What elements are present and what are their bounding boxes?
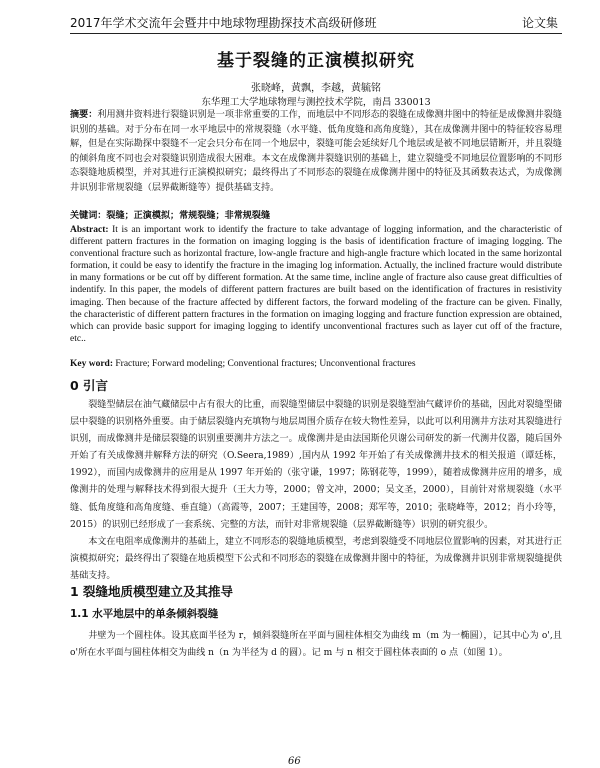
header-proceedings-label: 论文集 [521,16,558,30]
paper-title: 基于裂缝的正演模拟研究 [217,51,415,71]
author-list: 张晓峰，黄飘，李越，黄毓铭 [251,83,381,94]
header-divider [70,33,562,34]
author-affiliation: 东华理工大学地球物理与测控技术学院，南昌 330013 [201,97,431,108]
abstract-english-text: It is an important work to identify the fracture to take advantage of logging information, and the characteristic of different pattern fractures in the formation on imaging logging is the basis of identification fracture of imaging logging. The conventional fracture such as horizontal fracture, low-angle fracture and high-angle fracture which located in the same horizontal formation, it could be easy to identify the fracture in the imaging log information. Actually, the inclined fracture would distribute in many formations or be cut off by different formation. At the same time, incline angle of fracture also cause great difficulties of indentify. In this paper, the models of different pattern fractures are built based on the identification of fractures in resistivity imaging. Then because of the fracture affected by different factors, the forward modeling of the fracture can be given. Finally, the characteristic of different pattern fractures in the formation on imaging logging and fracture function expression are obtained, which can provide basic support for imaging logging to identify unconventional fractures such as layer cut off of the fracture, etc.. [70,225,562,344]
keywords-english-text: Fracture; Forward modeling; Conventional fractures; Unconventional fractures [115,359,416,369]
abstract-chinese-text: 利用测井资料进行裂缝识别是一项非常重要的工作，而地层中不同形态的裂缝在成像测井图中的特征是成像测井裂缝识别的基础。对于分布在同一水平地层中的常规裂缝（水平缝、低角度缝和高角度缝），其在成像测井图中的特征较容易理解，但是在实际勘探中裂缝不一定会只分布在同一个地层中，裂缝可能会延续好几个地层或是被不同地层错断开，并且裂缝的倾斜角度不同也会对裂缝识别造成很大困难。本文在成像测井裂缝识别的基础上，建立裂缝受不同地层位置影响的不同形态裂缝地质模型，并对其进行正演模拟研究；最终得出了不同形态的裂缝在成像测井图中的特征及其函数表达式，为成像测井识别非常规裂缝（层界截断缝等）提供基础支持。 [70,110,562,193]
subsection-heading-1-1: 1.1 水平地层中的单条倾斜裂缝 [70,608,219,620]
abstract-english [70,224,562,345]
introduction-paragraph-2: 本文在电阻率成像测井的基础上，建立不同形态的裂缝地质模型，考虑到裂缝受不同地层位置影响的因素，对其进行正演模拟研究；最终得出了裂缝在地质模型下公式和不同形态的裂缝在成像测井图中的特征，为成像测井识别非常规裂缝提供基础支持。 [70,536,562,581]
abstract-chinese [70,108,562,196]
subsection-1-1-paragraph-1: 井壁为一个圆柱体。设其底面半径为 r，倾斜裂缝所在平面与圆柱体相交为曲线 m（m 为一椭圆），记其中心为 o',且 o'所在水平面与圆柱体相交为曲线 n（n 为半径为 d 的圆）。记 m 与 n 相交于圆柱体表面的 o 点（如图 1）。 [70,631,562,659]
section-heading-introduction: 0 引言 [70,378,109,393]
introduction-paragraph-1: 裂缝型储层在油气藏储层中占有很大的比重，而裂缝型储层中裂缝的识别是裂缝型油气藏评价的基础，因此对裂缝型储层中裂缝的识别格外重要。由于储层裂缝内充填物与地层周围介质存在较大物性差异，以此可以利用测井方法对其裂缝进行识别，而成像测井是储层裂缝的识别重要测井方法之一。成像测井是由法国斯伦贝谢公司研发的新一代测井仪器，随后国外开始了有关成像测井解释方法的研究（O.Seera,1989）,国内从 1992 年开始了有关成像测井技术的相关报道（谭廷栋，1992），而国内成像测井的应用是从 1997 年开始的（张守谦，1997；陈钢花等，1999），随着成像测井应用的增多，成像测井的处理与解释技术得到很大提升（王大力等，2000；曾文冲，2000；吴文圣，2000），目前针对常规裂缝（水平缝、低角度缝和高角度缝、垂直缝）（高霞等，2007；王建国等，2008；郑军等，2010；张晓峰等，2012；肖小玲等，2015）的识别已经形成了一套系统、完整的方法，而针对非常规裂缝（层界截断缝等）识别的研究很少。 [70,400,562,530]
page-number: 66 [288,756,301,767]
keywords-chinese-text: 裂缝；正演模拟；常规裂缝；非常规裂缝 [106,211,271,221]
abstract-english-label: Abstract: [70,225,109,235]
keywords-english-label: Key word: [70,359,114,369]
header-conference-title: 2017年学术交流年会暨井中地球物理勘探技术高级研修班 [70,16,377,30]
keywords-english [70,358,562,370]
abstract-chinese-label: 摘要： [70,109,98,120]
keywords-chinese-label: 关键词： [70,211,107,221]
section-heading-model: 1 裂缝地质模型建立及其推导 [70,584,234,599]
subsection-1-1-body [70,628,562,663]
introduction-body [70,397,562,585]
running-header [70,14,562,32]
keywords-chinese [70,210,562,223]
